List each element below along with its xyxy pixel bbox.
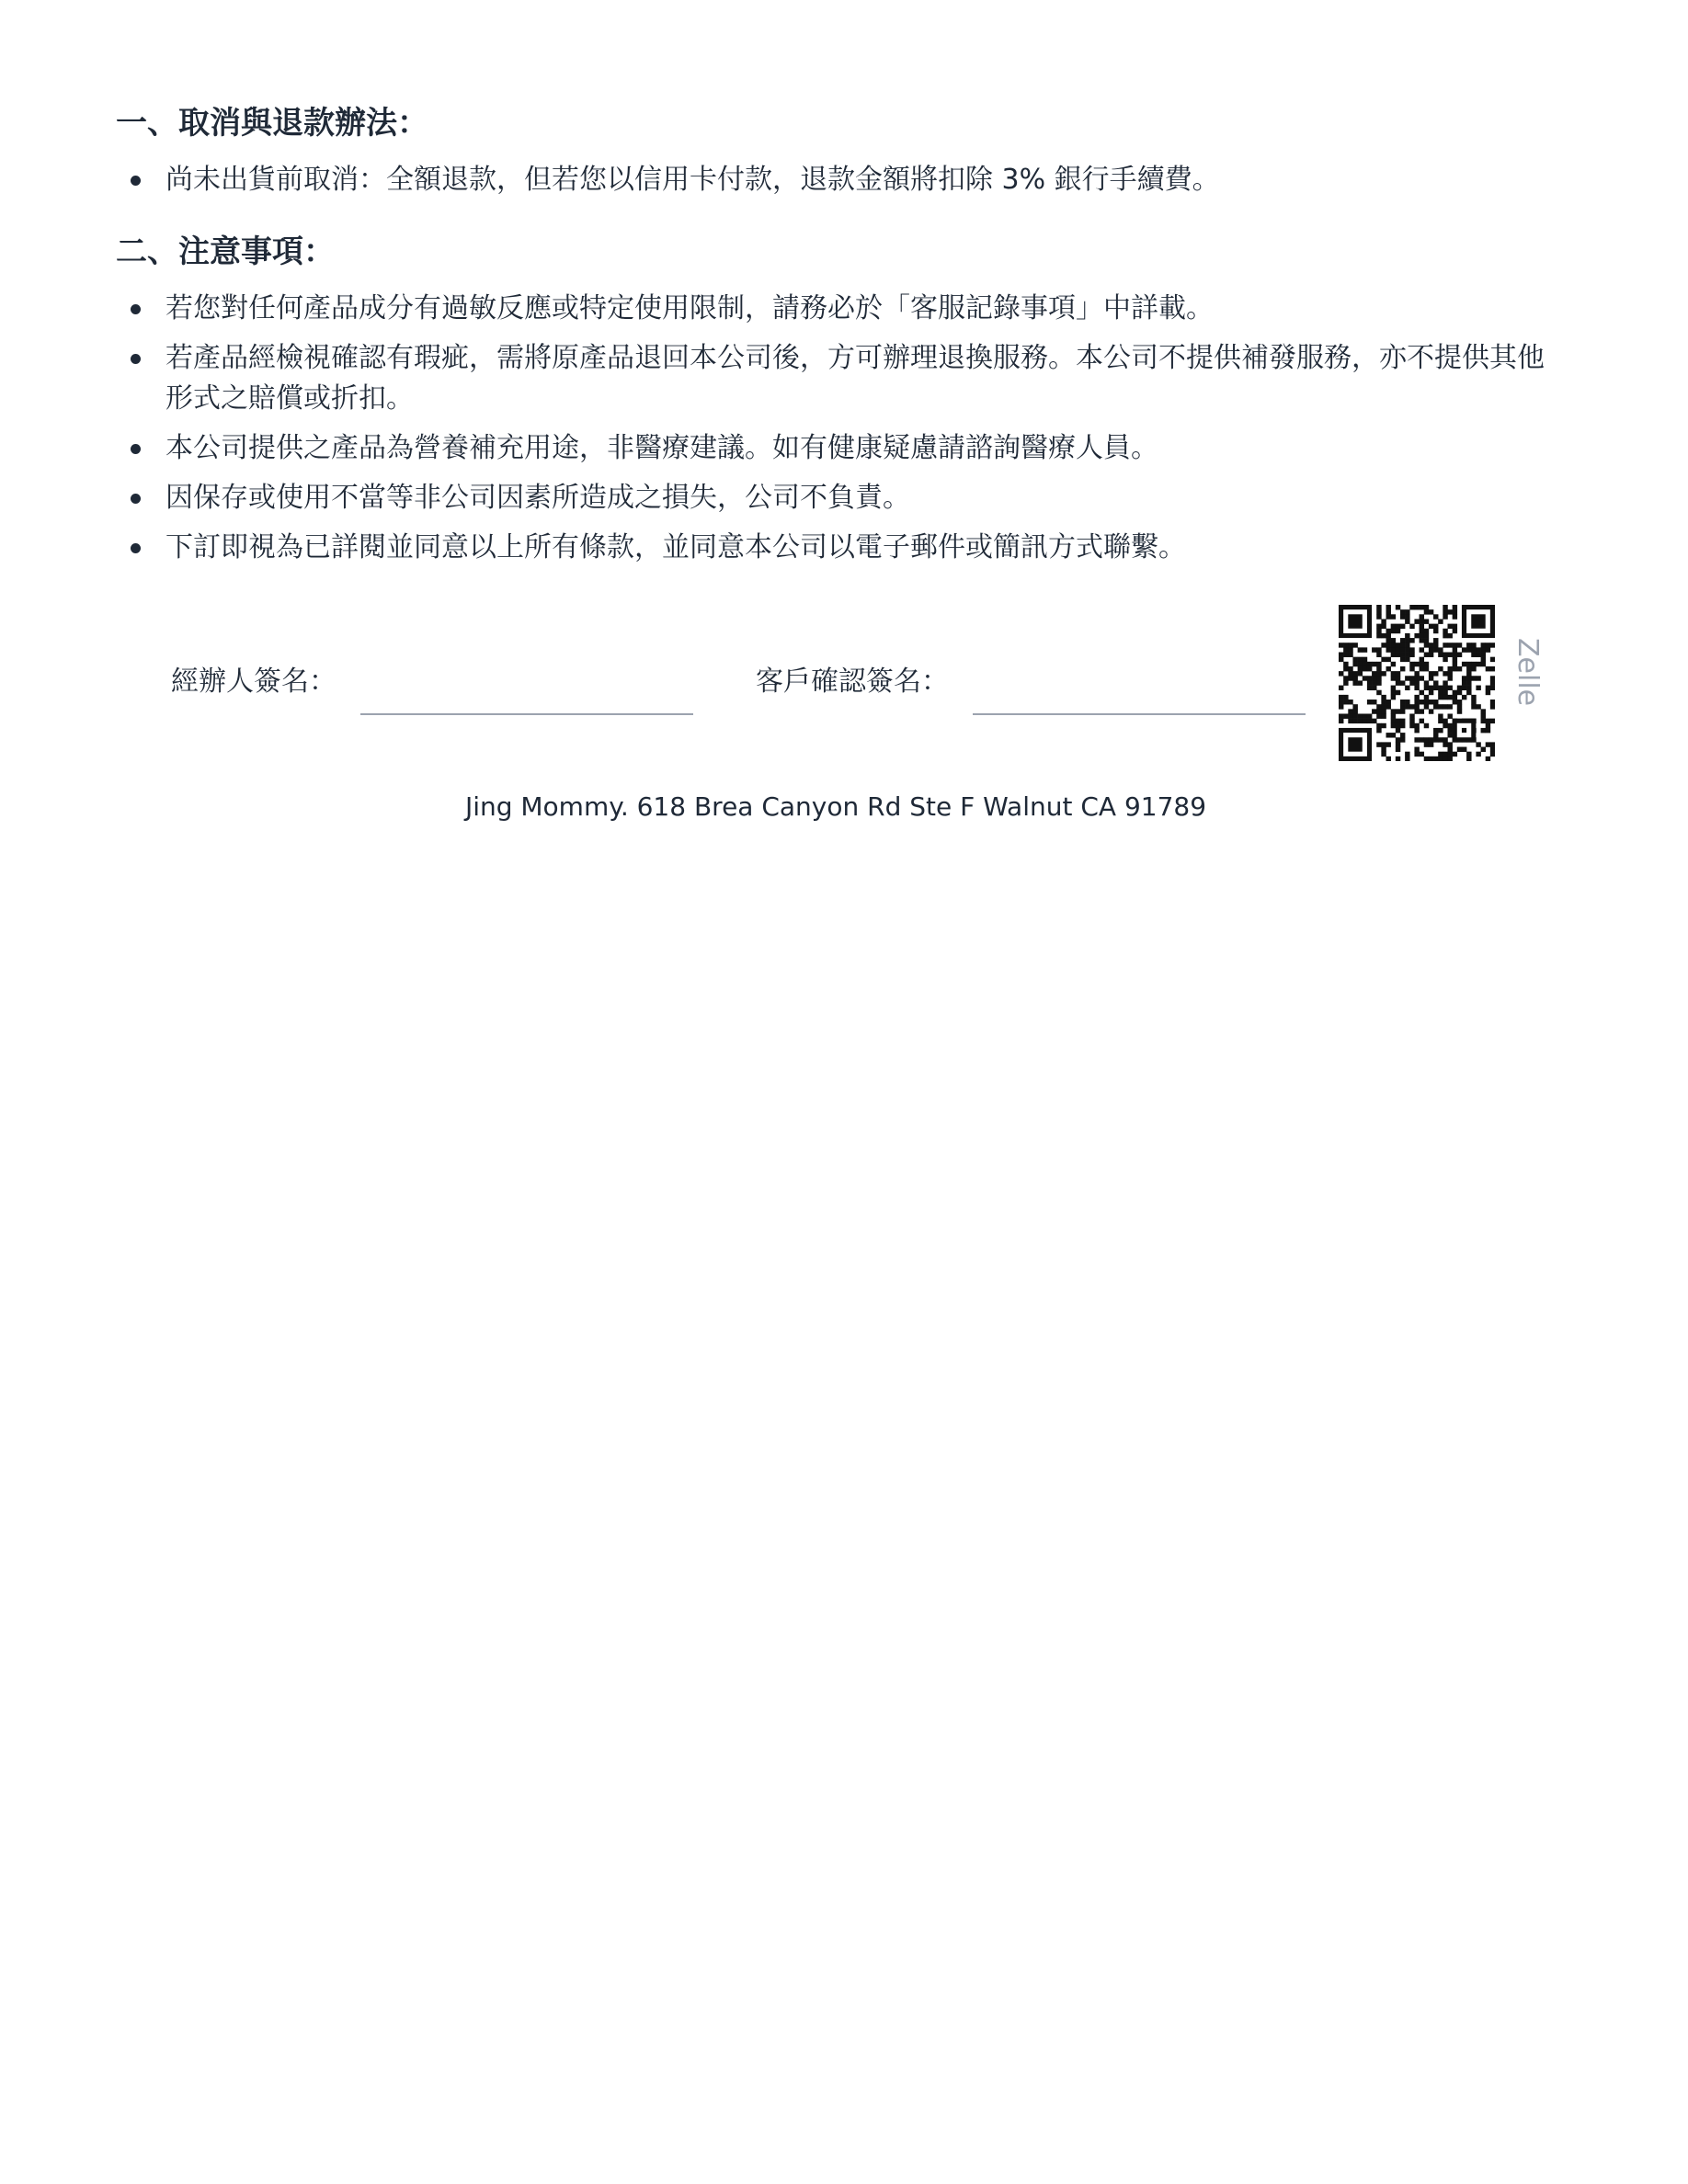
agent-signature-label: 經辦人簽名： (171, 665, 336, 698)
list-item-text: 本公司提供之產品為營養補充用途，非醫療建議。如有健康疑慮請諮詢醫療人員。 (165, 432, 1158, 464)
bullet-icon (131, 304, 141, 314)
zelle-label: Zelle (1511, 638, 1544, 707)
qr-code-icon (1339, 605, 1495, 761)
cancellation-list (116, 160, 1556, 200)
notes-list (116, 289, 1556, 568)
footer-address: Jing Mommy. 618 Brea Canyon Rd Ste F Walnut CA 91789 (464, 791, 1207, 822)
section-title-cancellation: 一、取消與退款辦法： (116, 105, 428, 142)
list-item (116, 338, 1556, 419)
list-item-text: 下訂即視為已詳閱並同意以上所有條款，並同意本公司以電子郵件或簡訊方式聯繫。 (165, 531, 1186, 563)
list-item-text: 若產品經檢視確認有瑕疵，需將原產品退回本公司後，方可辦理退換服務。本公司不提供補發服務，亦不提供其他形式之賠償或折扣。 (165, 342, 1545, 415)
list-item (116, 478, 1556, 518)
agent-signature-line[interactable] (360, 713, 693, 715)
list-item-text: 因保存或使用不當等非公司因素所造成之損失，公司不負責。 (165, 482, 910, 514)
bullet-icon (131, 494, 141, 504)
document-page (116, 99, 1556, 822)
qr-code-graphic (1339, 605, 1495, 761)
list-item (116, 528, 1556, 568)
bullet-icon (131, 354, 141, 364)
customer-signature (756, 662, 1399, 717)
list-item-text: 若您對任何產品成分有過敏反應或特定使用限制，請務必於「客服記錄事項」中詳載。 (165, 292, 1214, 324)
agent-signature (171, 662, 815, 717)
customer-signature-label: 客戶確認簽名： (756, 665, 949, 698)
bullet-icon (131, 543, 141, 553)
list-item-text: 尚未出貨前取消：全額退款，但若您以信用卡付款，退款金額將扣除 3% 銀行手續費。 (165, 164, 1220, 196)
signature-row (116, 605, 1556, 766)
customer-signature-line[interactable] (973, 713, 1306, 715)
section-title-notes: 二、注意事項： (116, 233, 335, 270)
list-item (116, 160, 1556, 200)
bullet-icon (131, 444, 141, 454)
bullet-icon (131, 176, 141, 186)
list-item (116, 428, 1556, 469)
list-item (116, 289, 1556, 329)
